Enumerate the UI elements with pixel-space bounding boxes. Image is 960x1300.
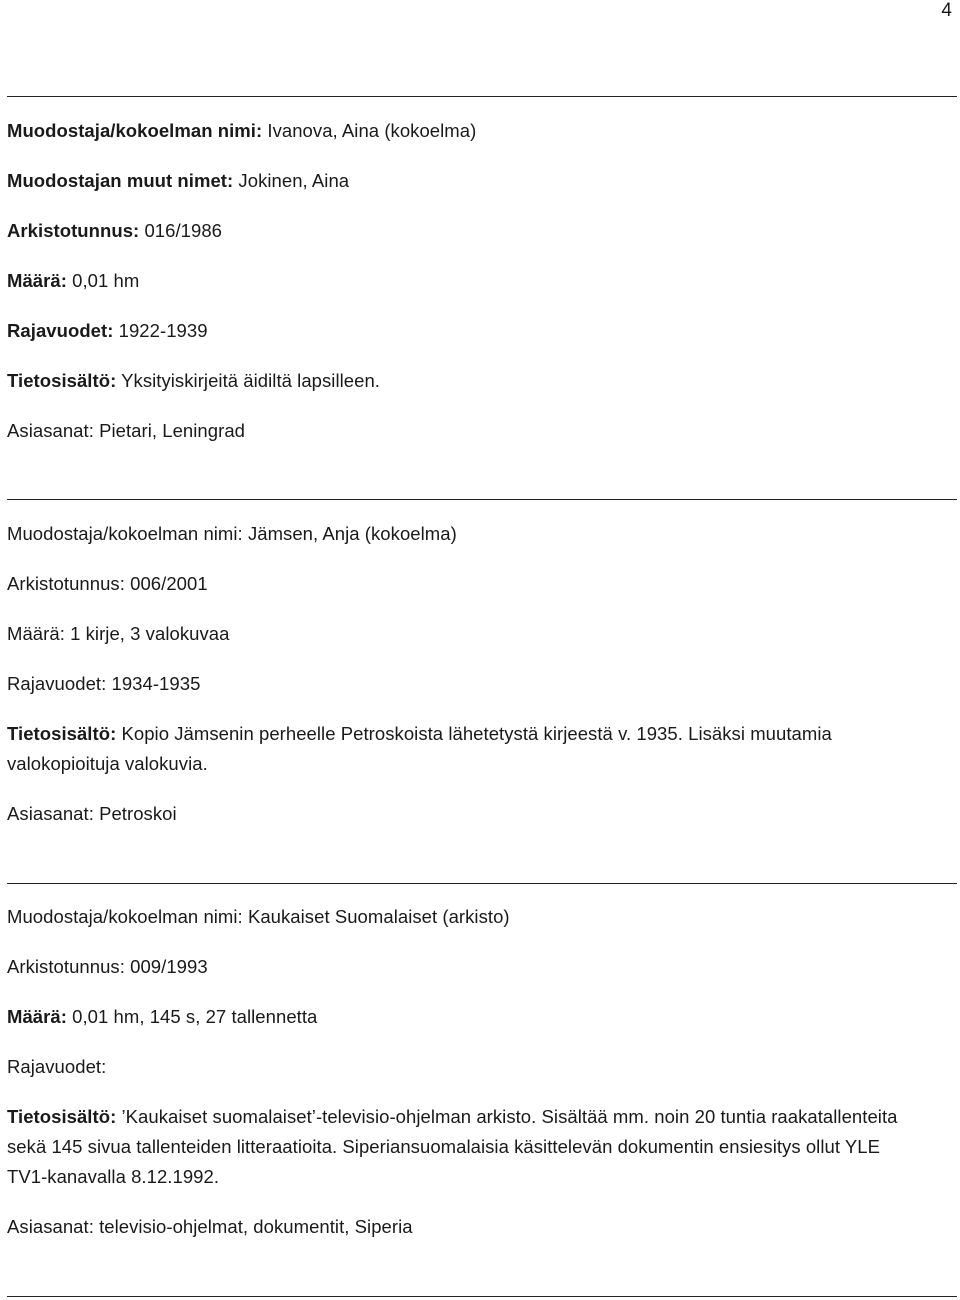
content-description-field — [7, 719, 922, 779]
field-label: Arkistotunnus: — [7, 956, 125, 977]
archive-record — [7, 519, 922, 849]
keywords-field — [7, 416, 922, 446]
field-value: 0,01 hm — [66, 270, 140, 291]
field-value: Kopio Jämsenin perheelle Petroskoista lähetetystä kirjeestä v. 1935. Lisäksi muutamia valokopioituja valokuvia. — [7, 723, 832, 774]
field-label: Asiasanat: — [7, 803, 94, 824]
collection-name-field — [7, 902, 922, 932]
keywords-field — [7, 1212, 922, 1242]
other-names-field — [7, 166, 922, 196]
field-value: Jokinen, Aina — [233, 170, 350, 191]
field-label: Tietosisältö: — [7, 370, 117, 391]
collection-name-field — [7, 519, 922, 549]
field-value: 009/1993 — [124, 956, 208, 977]
collection-name-field — [7, 116, 922, 146]
archive-id-field — [7, 952, 922, 982]
date-range-field — [7, 669, 922, 699]
keywords-field — [7, 799, 922, 829]
field-label: Rajavuodet: — [7, 320, 114, 341]
record-divider — [7, 1296, 957, 1297]
date-range-field — [7, 1052, 922, 1082]
content-description-field — [7, 1102, 922, 1192]
field-value: Kaukaiset Suomalaiset (arkisto) — [242, 906, 510, 927]
field-value: Petroskoi — [93, 803, 177, 824]
field-label: Rajavuodet: — [7, 673, 107, 694]
field-label: Määrä: — [7, 270, 67, 291]
field-label: Määrä: — [7, 1006, 67, 1027]
field-label: Tietosisältö: — [7, 1106, 117, 1127]
field-label: Arkistotunnus: — [7, 573, 125, 594]
field-label: Määrä: — [7, 623, 65, 644]
field-label: Muodostaja/kokoelman nimi: — [7, 906, 243, 927]
date-range-field — [7, 316, 922, 346]
field-label: Muodostaja/kokoelman nimi: — [7, 523, 243, 544]
field-value: Jämsen, Anja (kokoelma) — [242, 523, 457, 544]
quantity-field — [7, 1002, 922, 1032]
field-value: Ivanova, Aina (kokoelma) — [262, 120, 477, 141]
field-label: Rajavuodet: — [7, 1056, 107, 1077]
quantity-field — [7, 266, 922, 296]
field-label: Tietosisältö: — [7, 723, 117, 744]
record-divider — [7, 499, 957, 500]
archive-record — [7, 116, 922, 466]
record-divider — [7, 96, 957, 97]
field-label: Arkistotunnus: — [7, 220, 140, 241]
field-value: Yksityiskirjeitä äidiltä lapsilleen. — [116, 370, 380, 391]
field-value: : televisio-ohjelmat, dokumentit, Siperia — [88, 1216, 413, 1237]
page-number: 4 — [941, 0, 952, 21]
field-value: 1922-1939 — [113, 320, 208, 341]
field-label: Muodostaja/kokoelman nimi: — [7, 120, 263, 141]
archive-record — [7, 902, 922, 1262]
field-value: 1934-1935 — [106, 673, 201, 694]
field-label: Muodostajan muut nimet: — [7, 170, 234, 191]
field-value: Pietari, Leningrad — [93, 420, 245, 441]
field-value: 0,01 hm, 145 s, 27 tallennetta — [66, 1006, 318, 1027]
field-value: 1 kirje, 3 valokuvaa — [64, 623, 230, 644]
content-description-field — [7, 366, 922, 396]
field-value: 016/1986 — [139, 220, 223, 241]
field-value: ’Kaukaiset suomalaiset’-televisio-ohjelman arkisto. Sisältää mm. noin 20 tuntia raakatallenteita sekä 145 sivua tallenteiden litteraatioita. Siperiansuomalaisia käsittelevän dokumentin ensiesitys ollut YLE TV1-kanavalla 8.12.1992. — [7, 1106, 898, 1187]
archive-id-field — [7, 569, 922, 599]
record-divider — [7, 883, 957, 884]
field-value: 006/2001 — [124, 573, 208, 594]
quantity-field — [7, 619, 922, 649]
field-label: Asiasanat: — [7, 420, 94, 441]
field-label: Asiasanat — [7, 1216, 89, 1237]
archive-id-field — [7, 216, 922, 246]
